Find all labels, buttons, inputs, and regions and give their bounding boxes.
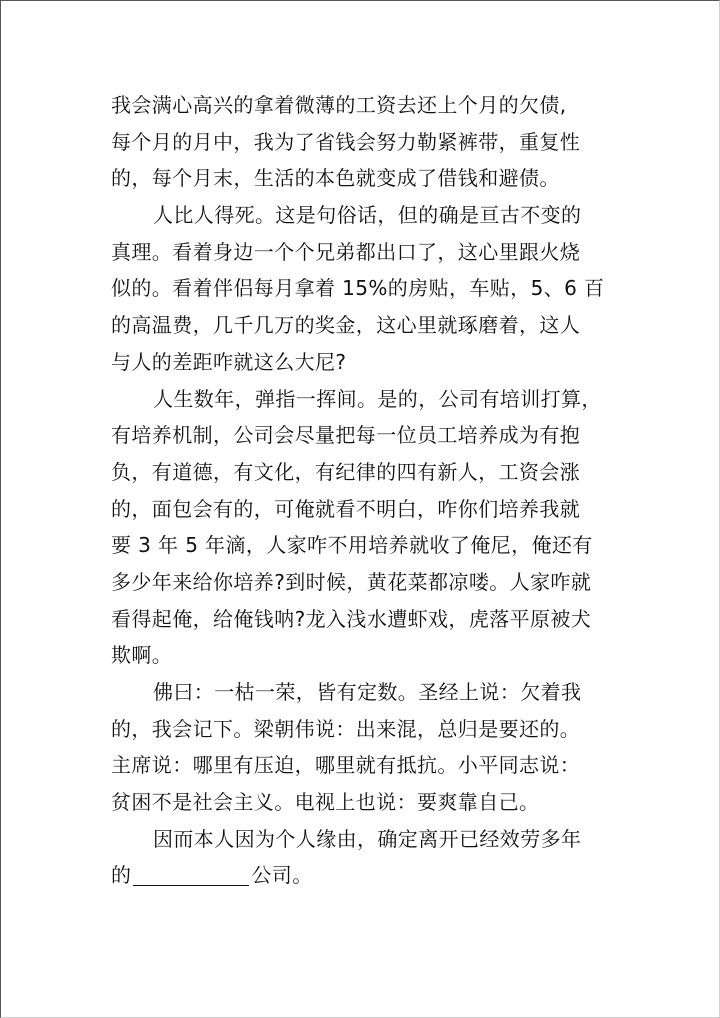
final-line-prefix: 的 — [111, 863, 132, 888]
text-line: 有培养机制，公司会尽量把每一位员工培养成为有抱 — [111, 423, 581, 448]
text-line: 与人的差距咋就这么大尼? — [111, 349, 347, 374]
text-line: 要 3 年 5 年滴，人家咋不用培养就收了俺尼，俺还有 — [111, 533, 593, 558]
text-line: 的，我会记下。梁朝伟说：出来混，总归是要还的。 — [111, 716, 581, 741]
text-line: 看得起俺，给俺钱呐?龙入浅水遭虾戏，虎落平原被犬 — [111, 606, 592, 631]
text-line: 多少年来给你培养?到时候，黄花菜都凉喽。人家咋就 — [111, 569, 592, 594]
paragraph-5 — [111, 821, 613, 894]
text-line: 似的。看着伴侣每月拿着 15%的房贴，车贴，5、6 百 — [111, 276, 605, 301]
text-line: 每个月的月中，我为了省钱会努力勒紧裤带，重复性 — [111, 129, 581, 154]
paragraph-1 — [111, 87, 613, 197]
document-body — [111, 87, 613, 894]
text-line: 主席说：哪里有压迫，哪里就有抵抗。小平同志说： — [111, 753, 581, 778]
fill-in-blank — [133, 863, 249, 886]
text-line: 因而本人因为个人缘由，确定离开已经效劳多年 — [153, 826, 582, 851]
text-line: 人生数年，弹指一挥间。是的，公司有培训打算， — [153, 386, 602, 411]
paragraph-3 — [111, 381, 613, 675]
paragraph-4 — [111, 674, 613, 821]
paragraph-2 — [111, 197, 613, 380]
final-line — [111, 857, 613, 894]
text-line: 负，有道德，有文化，有纪律的四有新人，工资会涨 — [111, 459, 581, 484]
text-line: 贫困不是社会主义。电视上也说：要爽靠自己。 — [111, 790, 540, 815]
text-line: 的，面包会有的，可俺就看不明白，咋你们培养我就 — [111, 496, 581, 521]
text-line: 欺啊。 — [111, 643, 173, 668]
text-line: 的，每个月末，生活的本色就变成了借钱和避债。 — [111, 166, 560, 191]
text-line: 佛曰：一枯一荣，皆有定数。圣经上说：欠着我 — [153, 680, 582, 704]
text-line: 的高温费，几千几万的奖金，这心里就琢磨着，这人 — [111, 313, 581, 338]
text-line: 我会满心高兴的拿着微薄的工资去还上个月的欠债, — [111, 93, 567, 117]
final-line-suffix: 公司。 — [251, 863, 313, 888]
text-line: 真理。看着身边一个个兄弟都出口了，这心里跟火烧 — [111, 239, 581, 264]
text-line: 人比人得死。这是句俗话，但的确是亘古不变的 — [153, 203, 582, 228]
